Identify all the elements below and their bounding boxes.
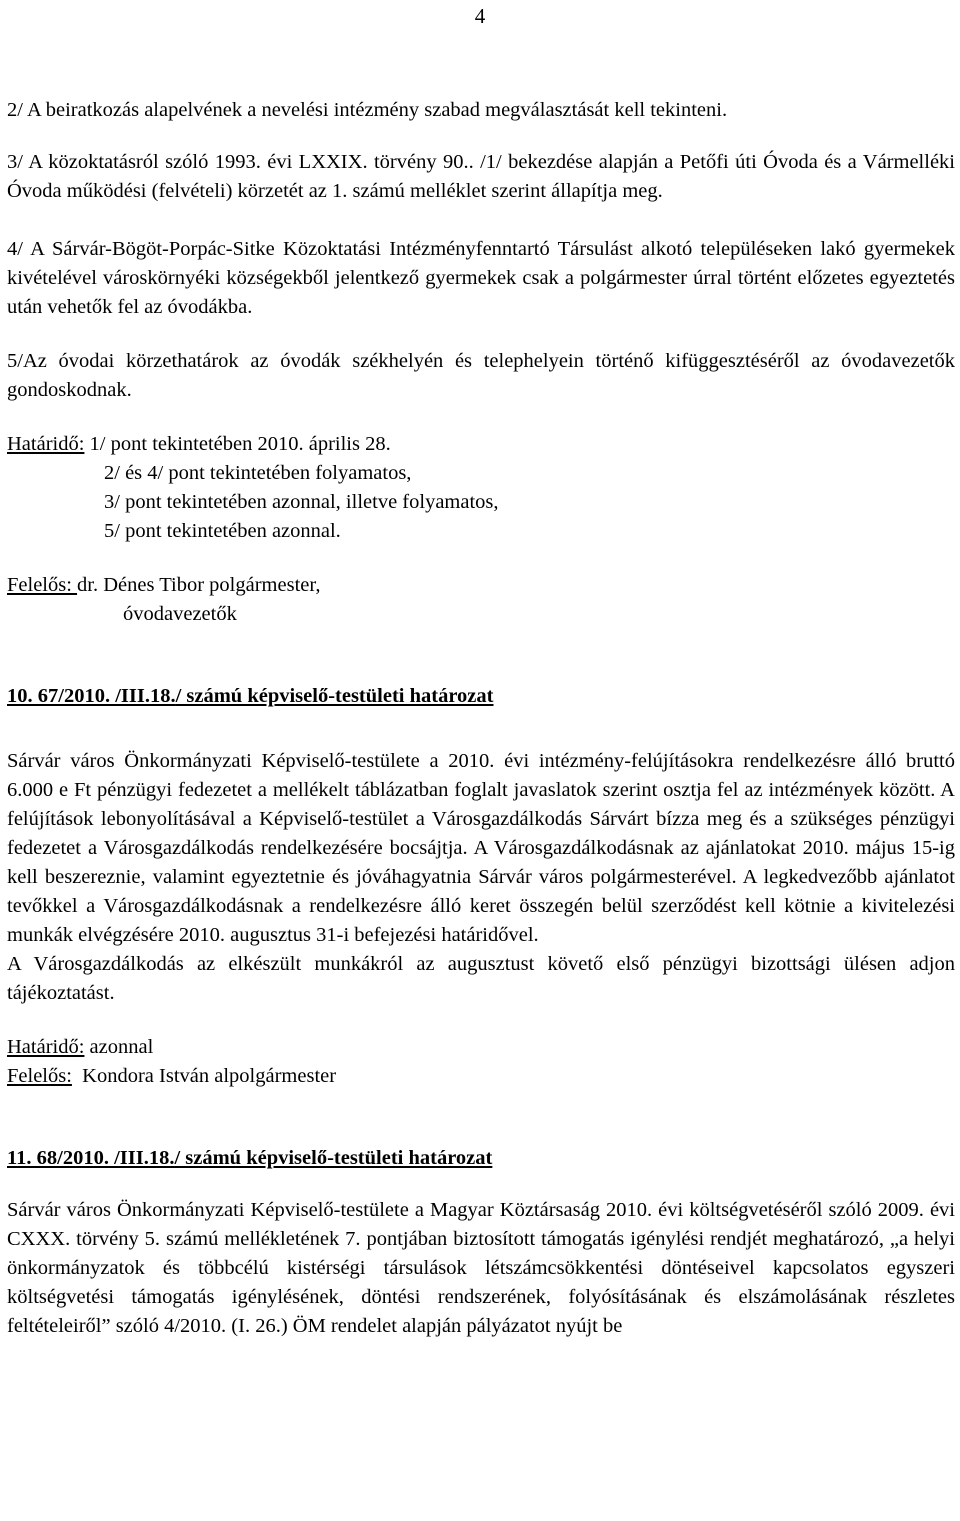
- resolution-10-responsible-value: Kondora István alpolgármester: [71, 1065, 337, 1087]
- resolution-11-body: Sárvár város Önkormányzati Képviselő-testülete a Magyar Köztársaság 2010. évi költségvetéséről szóló 2009. évi CXXX. törvény 5. számú mellékletének 7. pontjában biztosított támogatás igénylési rendjét meghatározó, „a helyi önkormányzatok és többcélú kistérségi társulások létszámcsökkentési döntéseivel kapcsolatos egyszeri költségvetési támogatás igénylésének, döntési rendszerének, folyósításának és elszámolásának részletes feltételeiről” szóló 4/2010. (I. 26.) ÖM rendelet alapján pályázatot nyújt be: [7, 1199, 955, 1337]
- responsible-block: [7, 571, 955, 629]
- document-body: [7, 96, 955, 1341]
- deadline-line-2: 2/ és 4/ pont tekintetében folyamatos,: [104, 462, 412, 484]
- paragraph-5: 5/Az óvodai körzethatárok az óvodák székhelyén és telephelyein történő kifüggesztéséről az óvodavezetők gondoskodnak.: [7, 350, 955, 401]
- resolution-10-deadline-label: Határidő:: [7, 1036, 85, 1058]
- resolution-10-responsible-label: Felelős:: [7, 1065, 72, 1087]
- deadline-value-1: 1/ pont tekintetében 2010. április 28.: [84, 433, 391, 455]
- deadline-line-4: 5/ pont tekintetében azonnal.: [104, 520, 341, 542]
- responsible-line-1: [7, 571, 955, 600]
- resolution-10-body-2: A Városgazdálkodás az elkészült munkákról az augusztust követő első pénzügyi bizottsági ülésen adjon tájékoztatást.: [7, 953, 955, 1004]
- deadline-label: Határidő:: [7, 433, 85, 455]
- responsible-value-1: dr. Dénes Tibor polgármester,: [77, 574, 321, 596]
- responsible-line-2: óvodavezetők: [123, 603, 237, 625]
- paragraph-3: 3/ A közoktatásról szóló 1993. évi LXXIX. törvény 90.. /1/ bekezdése alapján a Petőfi úti Óvoda és a Vármelléki Óvoda működési (felvételi) körzetét az 1. számú melléklet szerint állapítja meg.: [7, 151, 955, 202]
- resolution-10-deadline-value: azonnal: [84, 1036, 154, 1058]
- resolution-10-body: Sárvár város Önkormányzati Képviselő-testülete a 2010. évi intézmény-felújításokra rendelkezésre álló bruttó 6.000 e Ft pénzügyi fedezetet a mellékelt táblázatban foglalt javaslatok szerint osztja fel az intézmények között. A felújítások lebonyolításával a Képviselő-testület a Városgazdálkodás Sárvárt bízza meg és a szükséges pénzügyi fedezetet a Városgazdálkodás rendelkezésére bocsájtja. A Városgazdálkodásnak az ajánlatokat 2010. május 15-ig kell beszereznie, valamint egyeztetnie és jóváhagyatnia Sárvár város polgármesterével. A legkedvezőbb ajánlatot tevőkkel a Városgazdálkodásnak a rendelkezésre álló keret összegén belül szerződést kell kötnie a kivitelezési munkák elvégzésére 2010. augusztus 31-i befejezési határidővel.: [7, 750, 955, 946]
- deadline-line-3: 3/ pont tekintetében azonnal, illetve folyamatos,: [104, 491, 499, 513]
- deadline-block: [7, 430, 955, 546]
- page-number: 4: [474, 4, 486, 28]
- responsible-label: Felelős:: [7, 574, 78, 596]
- resolution-10-number: 10. 67/2010. /III.18.: [7, 685, 176, 707]
- deadline-line-1: [7, 430, 955, 459]
- paragraph-2: 2/ A beiratkozás alapelvének a nevelési intézmény szabad megválasztását kell tekinteni.: [7, 99, 728, 121]
- resolution-10-title: / számú képviselő-testületi határozat: [175, 685, 494, 707]
- resolution-11-number: 11. 68/2010. /III.18.: [7, 1147, 175, 1169]
- resolution-10-deadline: [7, 1033, 955, 1062]
- paragraph-4: 4/ A Sárvár-Bögöt-Porpác-Sitke Közoktatási Intézményfenntartó Társulást alkotó településeken lakó gyermekek kivételével városkörnyéki községekből jelentkező gyermekek csak a polgármester úrral történt előzetes egyeztetés után vehetők fel az óvodákba.: [7, 238, 955, 318]
- resolution-11-title: / számú képviselő-testületi határozat: [174, 1147, 493, 1169]
- resolution-10-heading: [7, 682, 955, 711]
- resolution-10-meta: [7, 1033, 955, 1091]
- resolution-10-responsible: [7, 1062, 955, 1091]
- resolution-11-heading: [7, 1144, 955, 1173]
